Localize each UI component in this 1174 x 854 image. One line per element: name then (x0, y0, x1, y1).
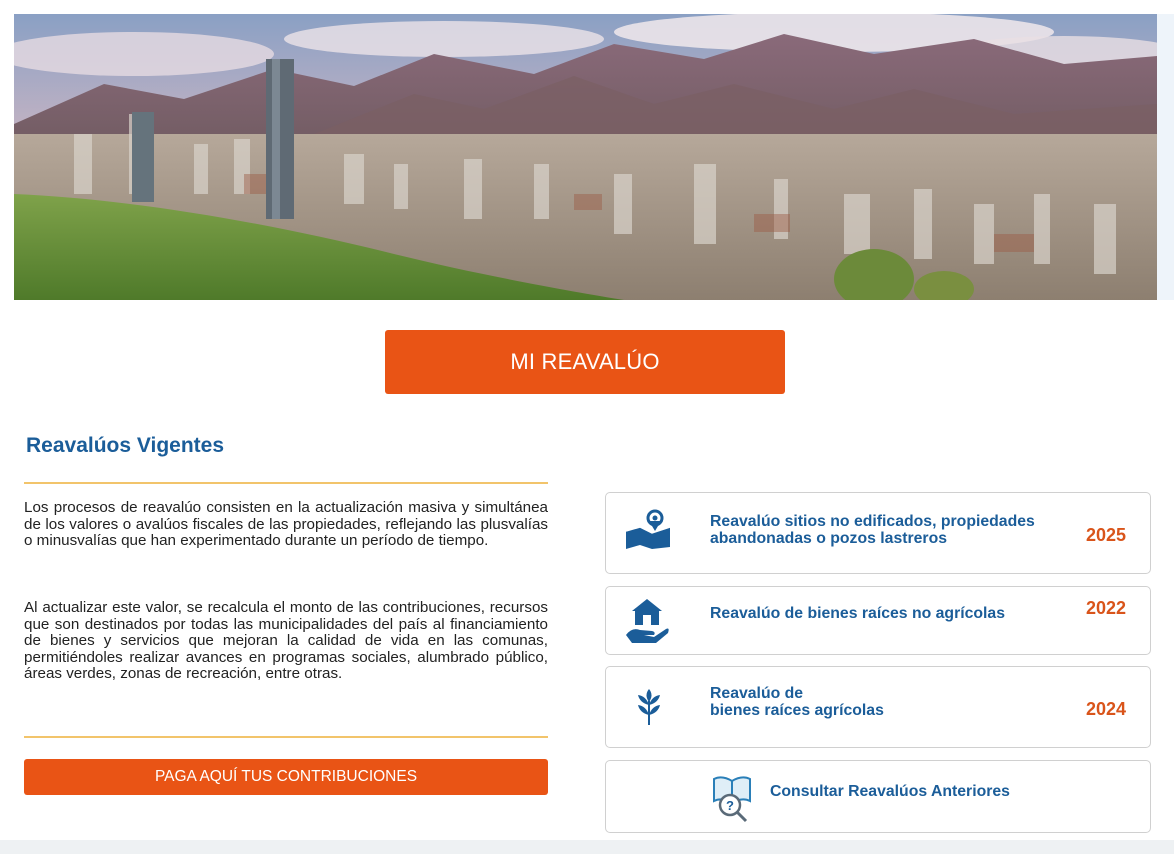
book-search-icon (710, 771, 754, 828)
card-no-agricolas[interactable] (605, 586, 1151, 655)
card-year: 2024 (1086, 699, 1127, 719)
svg-text:?: ? (726, 798, 734, 813)
footer-band (0, 840, 1174, 854)
hero-image (14, 14, 1157, 300)
card-agricolas[interactable] (605, 666, 1151, 748)
card-sitios-no-edificados[interactable] (605, 492, 1151, 574)
card-title: Reavalúo de bienes raíces no agrícolas (710, 605, 1006, 622)
divider-bottom (24, 736, 548, 738)
card-title-line2: bienes raíces agrícolas (710, 702, 884, 719)
map-pin-icon (624, 509, 672, 554)
house-in-hand-icon (624, 597, 670, 650)
card-title-line1: Reavalúo de (710, 685, 804, 702)
pay-contributions-button[interactable]: PAGA AQUÍ TUS CONTRIBUCIONES (24, 759, 548, 795)
card-year: 2022 (1086, 598, 1127, 618)
card-year: 2025 (1086, 525, 1127, 545)
mi-reavaluo-button[interactable]: MI REAVALÚO (385, 330, 785, 394)
card-consultar-anteriores[interactable] (605, 760, 1151, 833)
divider-top (24, 482, 548, 484)
contributions-paragraph: Al actualizar este valor, se recalcula el monto de las contribuciones, recursos que son destinados por todas las municipalidades del país al financiamiento de bienes y servicios que mejoran la calidad de vida en las comunas, permitiéndoles realizar avances en programas sociales, alumbrado público, áreas verdes, zonas de recreación, entre otras. (24, 599, 548, 683)
card-title-line2: abandonadas o pozos lastreros (710, 530, 948, 547)
hero-side-strip (1157, 14, 1174, 300)
intro-paragraph: Los procesos de reavalúo consisten en la actualización masiva y simultánea de los valores o avalúos fiscales de las propiedades, reflejando las plusvalías o minusvalías que han experimentado durante un período de tiempo. (24, 499, 548, 550)
plant-sprout-icon (636, 687, 662, 732)
card-title: Consultar Reavalúos Anteriores (770, 783, 1010, 800)
card-title-line1: Reavalúo sitios no edificados, propiedades (710, 513, 1035, 530)
section-title: Reavalúos Vigentes (26, 434, 225, 457)
